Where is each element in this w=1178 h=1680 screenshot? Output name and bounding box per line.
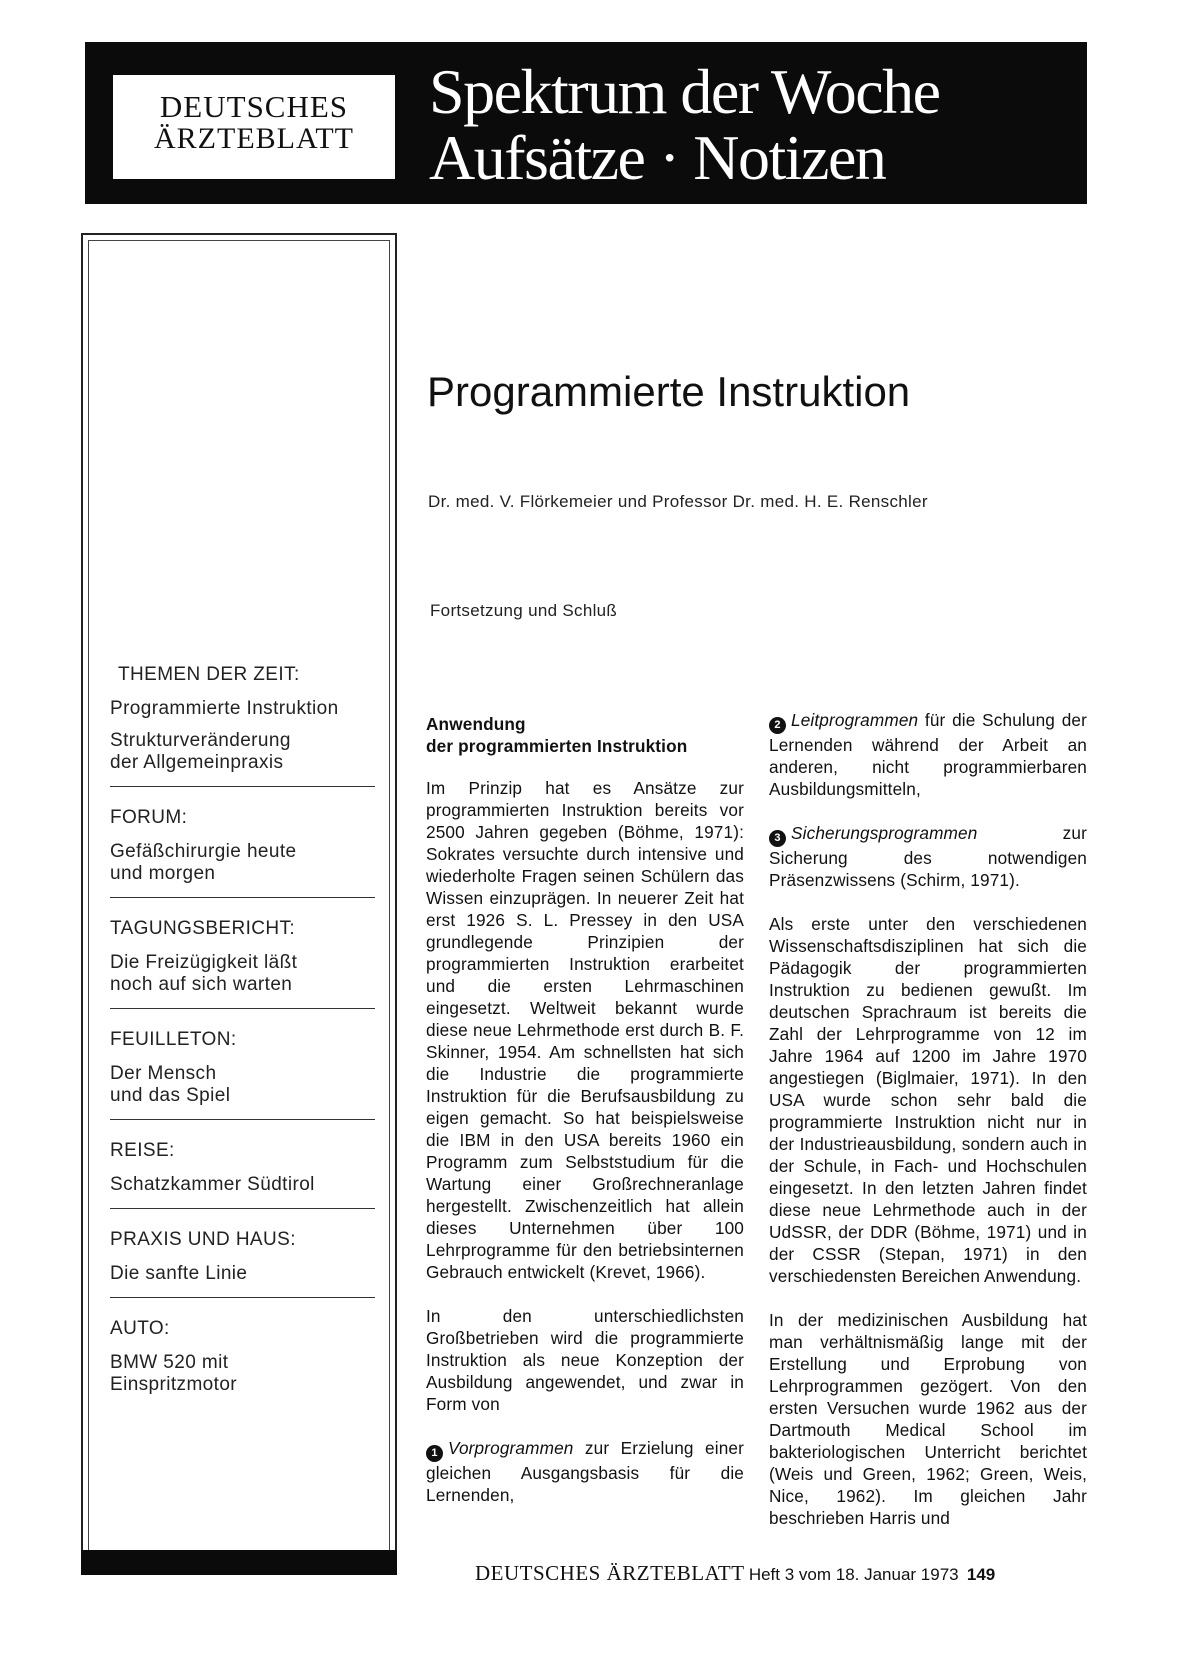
- paragraph: In der medizinischen Ausbildung hat man verhältnismäßig lange mit der Erstellung und Erprobung von Lehrprogrammen gezögert. Von den ersten Versuchen wurde 1962 aus der Dartmouth Medical School im bakteriologischen Unterricht berichtet (Weis und Green, 1962; Green, Weis, Nice, 1962). Im gleichen Jahr beschrieben Harris und: [769, 1310, 1087, 1528]
- contents-item: Programmierte Instruktion: [110, 698, 339, 719]
- contents-heading: FEUILLETON:: [110, 1029, 237, 1050]
- contents-item: BMW 520 mit Einspritzmotor: [110, 1352, 238, 1395]
- subheading-line-2: der programmierten Instruktion: [426, 736, 688, 756]
- contents-section: [110, 1140, 378, 1196]
- logo-line-2: ÄRZTEBLATT: [154, 122, 354, 155]
- article-column-right: [769, 709, 1087, 1529]
- contents-item: Der Mensch und das Spiel: [110, 1063, 231, 1106]
- footer-issue: Heft 3 vom 18. Januar 1973: [748, 1565, 959, 1584]
- contents-section: [110, 1229, 378, 1285]
- number-bullet-icon: 2: [769, 717, 786, 734]
- list-item: [769, 822, 1087, 891]
- contents-item: Die Freizügigkeit läßt noch auf sich warten: [110, 952, 298, 995]
- section-divider: [110, 1208, 375, 1209]
- section-divider: [110, 1297, 375, 1298]
- article-authors: Dr. med. V. Flörkemeier und Professor Dr. med. H. E. Renschler: [428, 492, 928, 511]
- contents-section: [110, 807, 378, 885]
- section-divider: [110, 1119, 375, 1120]
- article-subheading: [426, 713, 744, 757]
- section-title: Spektrum der Woche: [429, 56, 940, 127]
- magazine-logo: [113, 75, 395, 179]
- contents-section: [110, 918, 378, 996]
- list-item-term: Vorprogrammen: [448, 1438, 574, 1458]
- sidebar-footer-bar: [81, 1550, 397, 1575]
- contents-item: Strukturveränderung der Allgemeinpraxis: [110, 730, 291, 773]
- contents-heading: FORUM:: [110, 807, 188, 828]
- section-divider: [110, 897, 375, 898]
- contents-list: [110, 664, 378, 1406]
- contents-section: [110, 1318, 378, 1396]
- paragraph: In den unterschiedlichsten Großbetrieben wird die programmierte Instruktion als neue Konzeption der Ausbildung angewendet, und zwar in Form von: [426, 1306, 744, 1414]
- paragraph: Im Prinzip hat es Ansätze zur programmierten Instruktion bereits vor 2500 Jahren gegeben (Böhme, 1971): Sokrates versuchte durch intensive und wiederholte Fragen seinen Schülern das Wissen einzuprägen. In neuerer Zeit hat erst 1926 S. L. Pressey in den USA grundlegende Prinzipien der programmierten Instruktion erarbeitet und die ersten Lehrmaschinen eingesetzt. Weltweit bekannt wurde diese neue Lehrmethode erst durch B. F. Skinner, 1954. Am schnellsten hat sich die Industrie die programmierte Instruktion für die Berufsausbildung zu eigen gemacht. So hat beispielsweise die IBM in den USA bereits 1960 ein Programm zum Selbststudium für die Wartung einer Großrechneranlage hergestellt. Zwischenzeitlich hat allein dieses Unternehmen über 100 Lehrprogramme für den betriebsinternen Gebrauch entwickelt (Krevet, 1966).: [426, 778, 744, 1282]
- contents-section: [110, 664, 378, 774]
- section-subtitle: Aufsätze · Notizen: [429, 122, 886, 193]
- masthead-banner: [85, 42, 1087, 204]
- number-bullet-icon: 1: [426, 1445, 443, 1462]
- article-column-left: [426, 713, 744, 1506]
- contents-heading: AUTO:: [110, 1318, 170, 1339]
- list-item: [769, 709, 1087, 800]
- list-item-term: Sicherungsprogrammen: [791, 823, 978, 843]
- contents-item: Die sanfte Linie: [110, 1263, 248, 1284]
- paragraph: Als erste unter den verschiedenen Wissenschaftsdisziplinen hat sich die Pädagogik der programmierten Instruktion zu bedienen gewußt. Im deutschen Sprachraum ist bereits die Zahl der Lehrprogramme von 12 im Jahre 1964 auf 1200 im Jahre 1970 angestiegen (Biglmaier, 1971). In den USA wurde schon sehr bald die programmierte Instruktion nicht nur in der Industrieausbildung, sondern auch in der Schule, in Fach- und Hochschulen eingesetzt. In den letzten Jahren findet diese neue Lehrmethode auch in der UdSSR, der DDR (Böhme, 1971) und in der CSSR (Stepan, 1971) in den verschiedensten Bereichen Anwendung.: [769, 914, 1087, 1286]
- contents-section: [110, 1029, 378, 1107]
- contents-heading: THEMEN DER ZEIT:: [118, 664, 300, 685]
- number-bullet-icon: 3: [769, 830, 786, 847]
- list-item-text: zur Erzielung einer gleichen Ausgangsbasis für die Lernenden,: [426, 1438, 744, 1505]
- contents-item: Gefäßchirurgie heute und morgen: [110, 841, 297, 884]
- contents-heading: PRAXIS UND HAUS:: [110, 1229, 296, 1250]
- page-number: 149: [966, 1565, 996, 1584]
- section-divider: [110, 1008, 375, 1009]
- list-item: [426, 1437, 744, 1506]
- logo-line-1: DEUTSCHES: [159, 89, 349, 124]
- contents-heading: REISE:: [110, 1140, 175, 1161]
- subheading-line-1: Anwendung: [426, 714, 526, 734]
- page-footer: [475, 1561, 995, 1586]
- contents-item: Schatzkammer Südtirol: [110, 1174, 315, 1195]
- list-item-text: zur Sicherung des notwendigen Präsenzwissens (Schirm, 1971).: [769, 823, 1087, 890]
- list-item-text: für die Schulung der Lernenden während der Arbeit an anderen, nicht programmierbaren Ausbildungsmitteln,: [769, 710, 1087, 799]
- list-item-term: Leitprogrammen: [791, 710, 919, 730]
- footer-magazine-name: DEUTSCHES ÄRZTEBLATT: [475, 1561, 745, 1585]
- contents-heading: TAGUNGSBERICHT:: [110, 918, 296, 939]
- article-title: Programmierte Instruktion: [427, 368, 911, 415]
- article-note: Fortsetzung und Schluß: [430, 601, 618, 620]
- section-divider: [110, 786, 375, 787]
